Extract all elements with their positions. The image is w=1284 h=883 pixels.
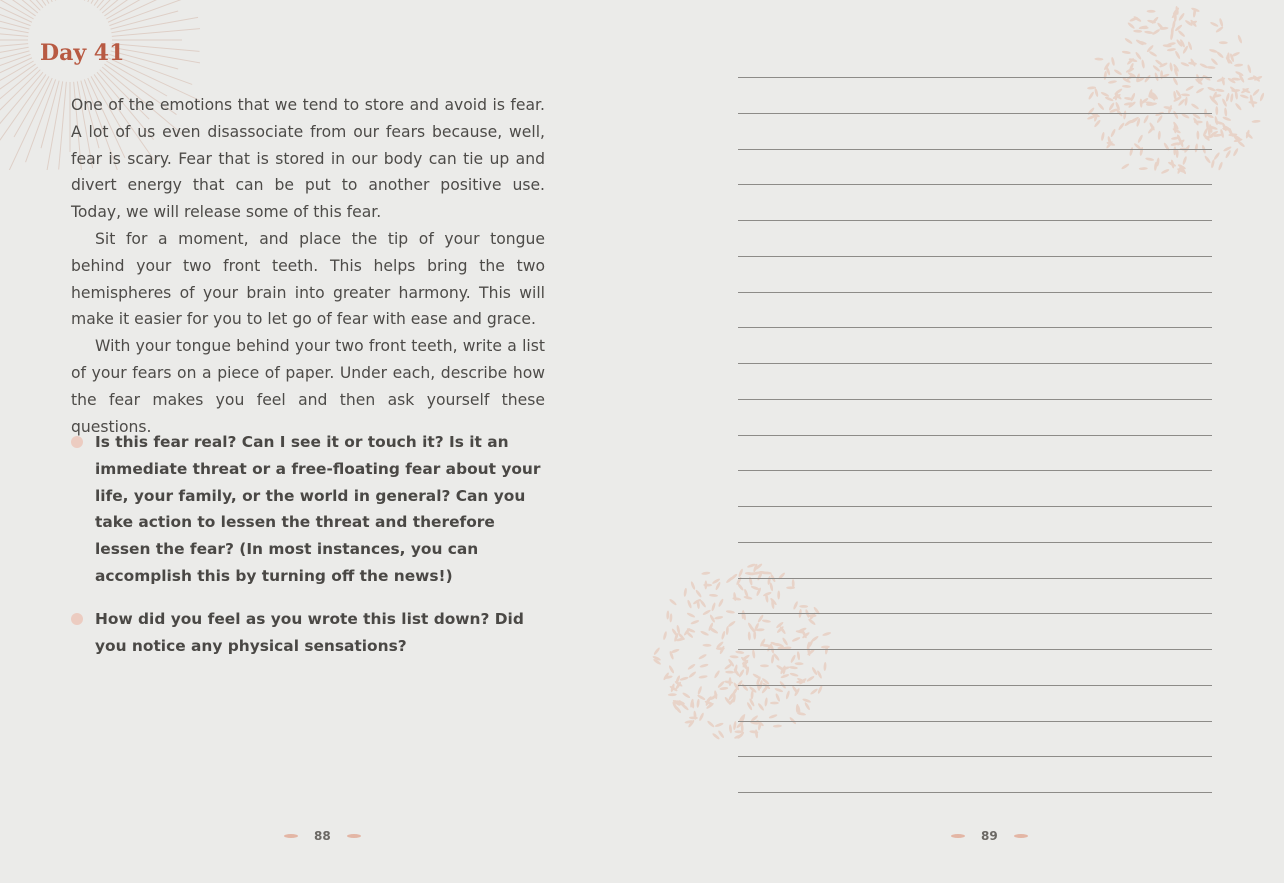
page-number-right xyxy=(935,828,1044,844)
folio-dash-icon xyxy=(1014,834,1028,838)
ruled-line xyxy=(738,470,1212,506)
ruled-line xyxy=(738,184,1212,220)
ruled-line xyxy=(738,506,1212,542)
list-item-text: Is this fear real? Can I see it or touch it? Is it an immediate threat or a free-floating fear about your life, your family, or the world in general? Can you take action to lessen the threat and therefore lessen the fear? (In most instances, you can accomplish this by turning off the news!) xyxy=(95,433,541,585)
ruled-line xyxy=(738,685,1212,721)
paragraph-1: One of the emotions that we tend to store and avoid is fear. A lot of us even disassociate from our fears because, well, fear is scary. Fear that is stored in our body can tie up and divert energy that can be put to another positive use. Today, we will release some of this fear. xyxy=(71,96,545,222)
ruled-line xyxy=(738,292,1212,328)
question-list xyxy=(71,429,541,675)
right-page xyxy=(642,0,1284,883)
folio-dash-icon xyxy=(347,834,361,838)
list-item-text: How did you feel as you wrote this list down? Did you notice any physical sensations? xyxy=(95,609,524,655)
paragraph-2: Sit for a moment, and place the tip of your tongue behind your two front teeth. This helps bring the two hemispheres of your brain into greater harmony. This will make it easier for you to let go of fear with ease and grace. xyxy=(71,229,545,329)
body-text xyxy=(71,92,545,440)
ruled-line xyxy=(738,721,1212,757)
ruled-line xyxy=(738,149,1212,185)
folio-dash-icon xyxy=(951,834,965,838)
list-item xyxy=(71,606,541,660)
ruled-line xyxy=(738,578,1212,614)
ruled-line xyxy=(738,220,1212,256)
paragraph-3: With your tongue behind your two front teeth, write a list of your fears on a piece of paper. Under each, describe how the fear makes you feel and then ask yourself these questions. xyxy=(71,337,545,436)
day-title: Day 41 xyxy=(40,40,125,66)
list-item xyxy=(71,429,541,590)
bullet-dot-icon xyxy=(71,613,83,625)
ruled-line xyxy=(738,327,1212,363)
page-number-text: 88 xyxy=(314,829,331,843)
ruled-line xyxy=(738,613,1212,649)
ruled-line xyxy=(738,77,1212,113)
ruled-line xyxy=(738,649,1212,685)
ruled-line xyxy=(738,435,1212,471)
bullet-dot-icon xyxy=(71,436,83,448)
ruled-line xyxy=(738,256,1212,292)
folio-dash-icon xyxy=(284,834,298,838)
page-number-text: 89 xyxy=(981,829,998,843)
ruled-line xyxy=(738,542,1212,578)
ruled-line xyxy=(738,113,1212,149)
ruled-line xyxy=(738,363,1212,399)
ruled-line xyxy=(738,399,1212,435)
ruled-lines xyxy=(738,77,1212,828)
page-number-left xyxy=(268,828,377,844)
ruled-line xyxy=(738,792,1212,828)
ruled-line xyxy=(738,756,1212,792)
